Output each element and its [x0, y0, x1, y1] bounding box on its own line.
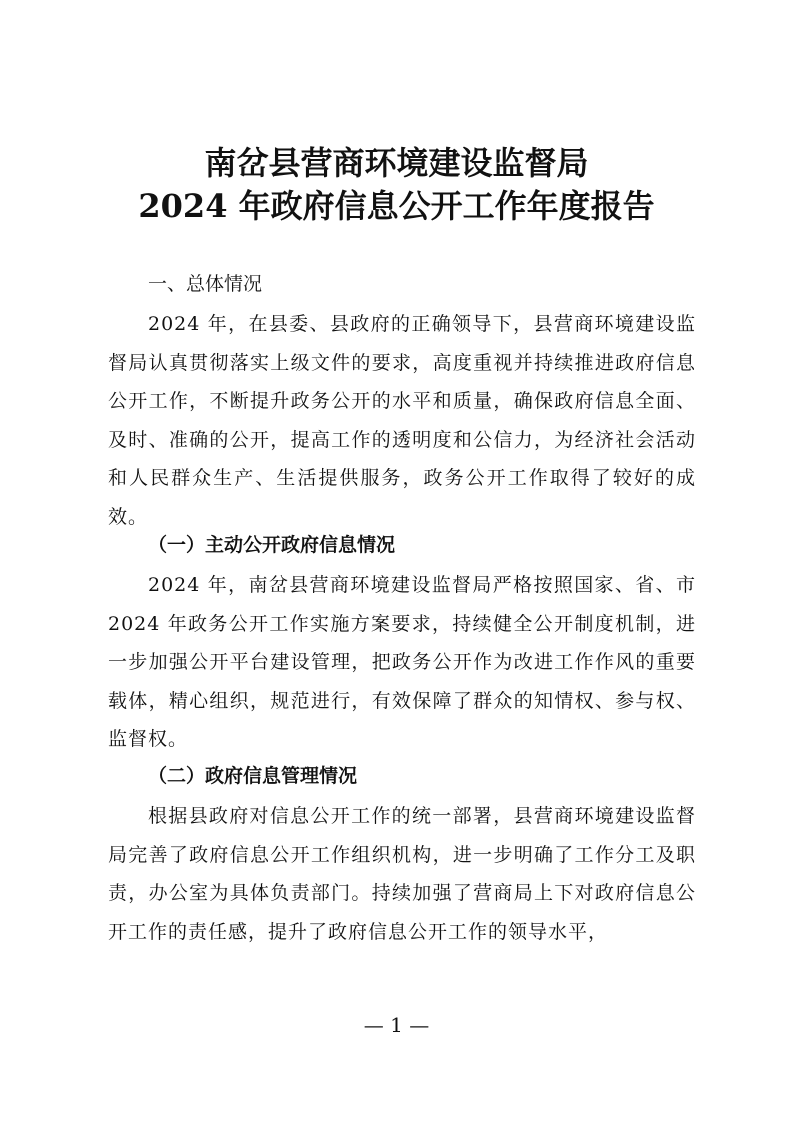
section1-heading: 一、总体情况 [148, 273, 263, 295]
subsection2-heading: （二）政府信息管理情况 [148, 765, 358, 787]
page-number: — 1 — [363, 1013, 430, 1037]
subsection1-heading: （一）主动公开政府信息情况 [148, 534, 396, 556]
subsection2-paragraph: 根据县政府对信息公开工作的统一部署，县营商环境建设监督局完善了政府信息公开工作组织机构，进一步明确了工作分工及职责，办公室为具体负责部门。持续加强了营商局上下对政府信息公开工作的责任感，提升了政府信息公开工作的领导水平， [108, 805, 696, 943]
subsection1-paragraph: 2024 年，南岔县营商环境建设监督局严格按照国家、省、市 2024 年政务公开工作实施方案要求，持续健全公开制度机制，进一步加强公开平台建设管理，把政务公开作为改进工作作风的重要载体，精心组织，规范进行，有效保障了群众的知情权、参与权、监督权。 [108, 574, 696, 751]
document-title-line1: 南岔县营商环境建设监督局 [204, 144, 589, 182]
section1-paragraph: 2024 年，在县委、县政府的正确领导下，县营商环境建设监督局认真贯彻落实上级文件的要求，高度重视并持续推进政府信息公开工作，不断提升政务公开的水平和质量，确保政府信息全面、及时、准确的公开，提高工作的透明度和公信力，为经济社会活动和人民群众生产、生活提供服务，政务公开工作取得了较好的成效。 [108, 313, 696, 528]
document-title-line2: 2024 年政府信息公开工作年度报告 [138, 187, 655, 225]
